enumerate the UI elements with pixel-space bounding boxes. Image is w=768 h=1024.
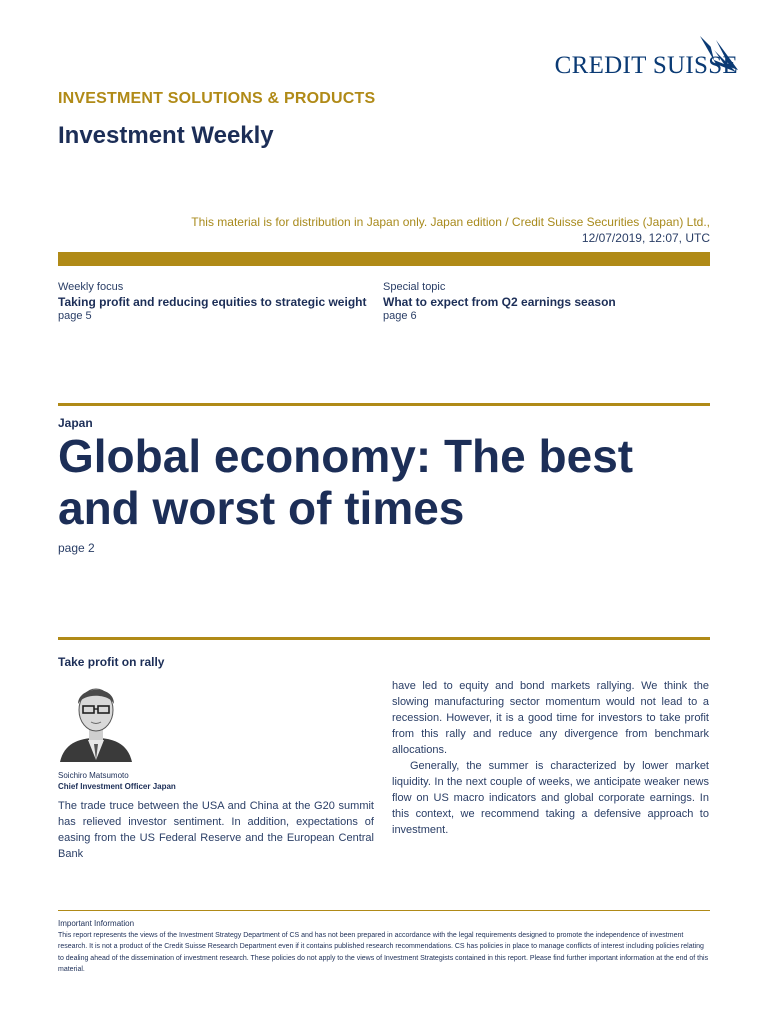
publication-datetime: 12/07/2019, 12:07, UTC: [581, 231, 710, 245]
author-name: Soichiro Matsumoto: [58, 771, 129, 780]
highlight-label: Weekly focus: [58, 281, 124, 293]
highlight-title: What to expect from Q2 earnings season: [383, 295, 616, 309]
lead-headline[interactable]: Global economy: The best and worst of times: [58, 430, 634, 534]
article-paragraph: Generally, the summer is characterized by lower market liquidity. In the next couple of weeks, we anticipate weaker news flow on US macro indicators and global corporate earnings. In this context, we recommend taking a defensive approach to investment.: [392, 760, 709, 836]
highlight-weekly-focus[interactable]: [58, 281, 368, 322]
logo-text: CREDIT SUISSE: [554, 52, 738, 79]
important-heading: Important Information: [58, 919, 135, 928]
publication-title: Investment Weekly: [58, 122, 274, 149]
article-paragraph: have led to equity and bond markets rallying. We think the slowing manufacturing sector momentum would not lead to a recession. However, it is a good time for investors to take profit from this rally and reduce any divergence from benchmark allocations.: [392, 680, 709, 756]
highlight-title: Taking profit and reducing equities to strategic weight: [58, 295, 367, 309]
footer-rule: [58, 910, 710, 911]
lead-region: Japan: [58, 416, 93, 430]
article-column-2: [392, 678, 709, 838]
divider-rule: [58, 637, 710, 640]
section-kicker: INVESTMENT SOLUTIONS & PRODUCTS: [58, 90, 376, 107]
distribution-text: This material is for distribution in Japan only. Japan edition / Credit Suisse Securities (Japan) Ltd.,: [191, 215, 710, 229]
article-section-title: Take profit on rally: [58, 655, 165, 669]
author-block: [58, 770, 176, 792]
author-role: Chief Investment Officer Japan: [58, 782, 176, 791]
divider-rule: [58, 403, 710, 406]
lead-page: page 2: [58, 541, 95, 555]
author-portrait: [58, 680, 134, 762]
distribution-note: [150, 214, 710, 246]
highlight-special-topic[interactable]: [383, 281, 703, 322]
highlight-label: Special topic: [383, 281, 446, 293]
article-paragraph: The trade truce between the USA and China at the G20 summit has relieved investor sentiment. In addition, expectations of easing from the US Federal Reserve and the European Central Bank: [58, 800, 374, 860]
important-text: This report represents the views of the Investment Strategy Department of CS and has not been prepared in accordance with the legal requirements designed to promote the independence of investment research. It is not a product of the Credit Suisse Research Department even if it contains published research recommendations. CS has policies in place to manage conflicts of interest including policies relating to dealing ahead of the dissemination of investment research. These policies do not apply to the views of Investment Strategists contained in this report. Please find further important information at the end of this material.: [58, 931, 709, 973]
important-information: [58, 918, 710, 976]
article-column-1: [58, 798, 374, 862]
highlight-page: page 5: [58, 310, 92, 322]
highlight-page: page 6: [383, 310, 417, 322]
credit-suisse-logo: [528, 34, 738, 82]
gold-banner-bar: [58, 252, 710, 266]
